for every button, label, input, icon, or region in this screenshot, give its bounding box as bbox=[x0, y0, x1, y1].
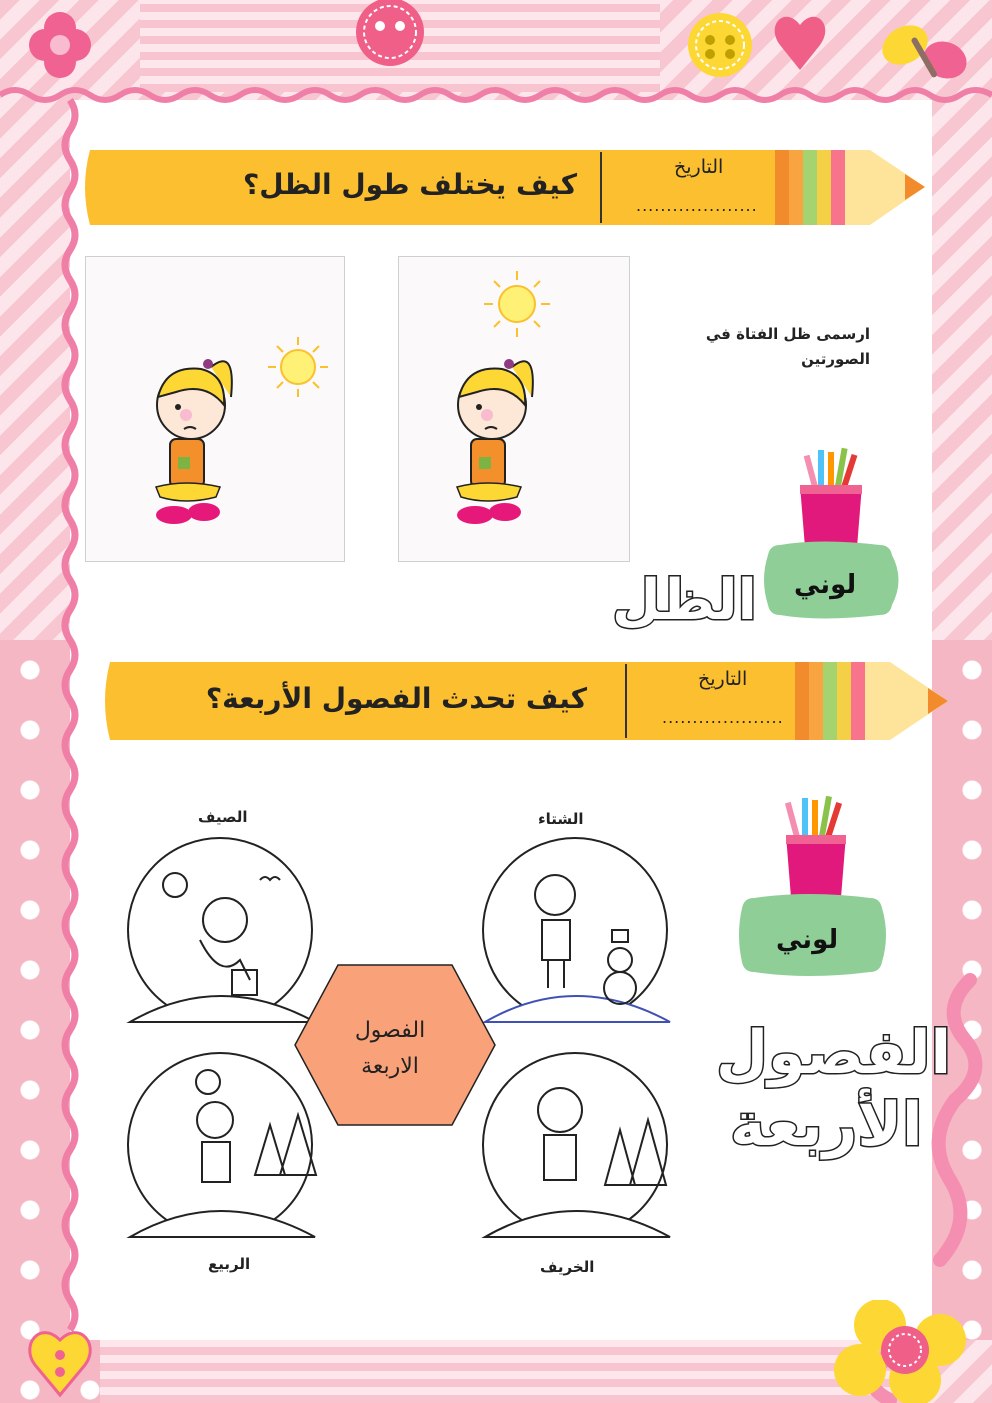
season-winter-label: الشتاء bbox=[538, 810, 584, 828]
color-me-label-1: لوني bbox=[794, 570, 857, 600]
top-decorations bbox=[0, 0, 992, 100]
spring-globe bbox=[128, 1053, 316, 1237]
pencil-cup-label-1 bbox=[760, 440, 910, 640]
heart-icon bbox=[30, 1333, 90, 1395]
bottom-decorations bbox=[0, 1300, 992, 1403]
girl-sun-high-illustration bbox=[399, 257, 629, 561]
section1-date-field[interactable]: .................... bbox=[636, 196, 758, 215]
center-line-2: الاربعة bbox=[361, 1054, 419, 1079]
girl-sun-low-illustration bbox=[86, 257, 344, 561]
season-spring-label: الربيع bbox=[208, 1255, 251, 1273]
topic-four-seasons-line-2: الأربعة bbox=[730, 1090, 923, 1160]
center-line-1: الفصول bbox=[354, 1018, 426, 1043]
picture-box-left bbox=[85, 256, 345, 562]
topic-shadow: الظل bbox=[612, 568, 757, 633]
butterfly-icon bbox=[875, 17, 972, 84]
heart-icon bbox=[775, 17, 826, 70]
autumn-globe bbox=[483, 1053, 670, 1237]
topic-four-seasons-line-1: الفصول bbox=[716, 1018, 952, 1088]
pink-button-icon bbox=[356, 0, 424, 66]
section1-title: كيف يختلف طول الظل؟ bbox=[242, 168, 577, 201]
yellow-flower-icon bbox=[834, 1300, 966, 1403]
section2-title: كيف تحدث الفصول الأربعة؟ bbox=[205, 682, 587, 715]
season-summer-label: الصيف bbox=[198, 808, 248, 826]
color-me-label-2: لوني bbox=[776, 925, 839, 955]
center-hexagon-label bbox=[305, 1013, 475, 1085]
drawing-instruction bbox=[660, 322, 870, 372]
pencils-icon bbox=[804, 448, 858, 490]
section1-date-label: التاريخ bbox=[674, 156, 724, 178]
season-autumn-label: الخريف bbox=[540, 1258, 595, 1276]
sun-icon bbox=[268, 337, 328, 397]
winter-globe bbox=[483, 838, 670, 1022]
girl-icon bbox=[457, 359, 533, 524]
instruction-line-2: الصورتين bbox=[801, 350, 870, 368]
girl-icon bbox=[156, 359, 232, 524]
summer-globe bbox=[128, 838, 315, 1022]
pink-flower-icon bbox=[29, 12, 91, 78]
picture-box-right bbox=[398, 256, 630, 562]
section2-date-field[interactable]: .................... bbox=[662, 708, 784, 727]
section2-date-label: التاريخ bbox=[698, 668, 748, 690]
sun-icon bbox=[484, 271, 550, 337]
yellow-button-icon bbox=[688, 13, 752, 77]
pencil-cup-label-2 bbox=[738, 790, 888, 990]
instruction-line-1: ارسمى ظل الفتاة في bbox=[705, 325, 870, 343]
